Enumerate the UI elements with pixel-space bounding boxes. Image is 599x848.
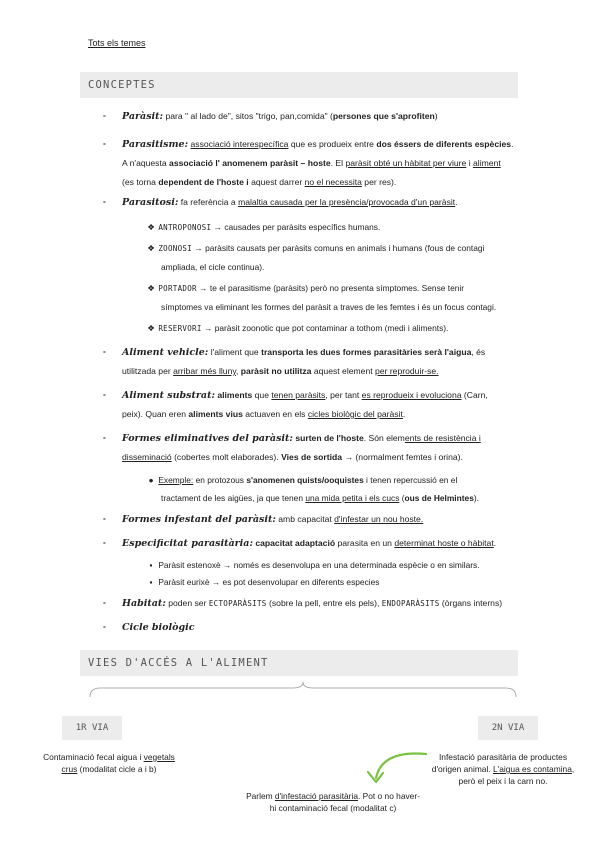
sub-exemple: ● Exemple: en protozous s'anomenen quists/ooquistes i tenen repercussió en el — [146, 474, 457, 487]
sub-estenoxe: ▪ Paràsit estenoxè → només es desenvolupa en una determinada espècie o en similars. — [146, 559, 480, 572]
concept-parasitisme-line2: A n'aquesta associació l' anomenem paràsit – hoste. El paràsit obté un hàbitat per viure i aliment — [122, 158, 501, 168]
brace-connector — [88, 680, 518, 698]
dash-bullet: - — [103, 513, 106, 523]
concept-parasit: Paràsit: para " al lado de", sitos "trigo, pan,comida" (persones que s'aprofiten) — [122, 111, 438, 122]
via-2-box: 2N VIA — [478, 716, 538, 740]
dash-bullet: - — [103, 597, 106, 607]
concept-habitat: Habitat: poden ser ECTOPARÀSITS (sobre la pell, entre els pels), ENDOPARÀSITS (òrgans interns) — [122, 598, 503, 609]
concept-parasitisme-line3: (es torna dependent de l'hoste i aquest darrer no el necessita per res). — [122, 177, 397, 187]
section-conceptes: CONCEPTES — [80, 72, 518, 98]
sub-eurixe: ▪ Paràsit eurixè → es pot desenvolupar en diferents especies — [146, 576, 379, 589]
square-bullet-icon: ▪ — [149, 560, 153, 570]
sub-portador-line2: símptomes va eliminant les formes del paràsit a traves de les femtes i és un focus contagi. — [161, 302, 497, 312]
concept-cicle: Cicle biològic — [122, 622, 195, 633]
dash-bullet: - — [103, 537, 106, 547]
dash-bullet: - — [103, 110, 106, 120]
diamond-bullet-icon: ❖ — [147, 283, 155, 293]
concept-parasitisme: Parasitisme: associació interespecífica que es produeix entre dos éssers de diferents espècies. — [122, 139, 514, 150]
sub-zoonosi-line2: ampliada, el cicle continua). — [161, 262, 265, 272]
curved-arrow-icon — [360, 748, 430, 788]
sub-zoonosi: ❖ ZOONOSI → paràsits causats per paràsits comuns en animals i humans (fous de contagi — [147, 243, 485, 253]
concept-parasitosi: Parasitosi: fa referència a malaltia causada per la presència/provocada d'un paràsit. — [122, 197, 458, 208]
dash-bullet: - — [103, 621, 106, 631]
dash-bullet: - — [103, 196, 106, 206]
concept-formes-eliminatives-line2: disseminació (cobertes molt elaborades). Vies de sortida → (normalment femtes i orina). — [122, 452, 463, 462]
sub-portador: ❖ PORTADOR → te el parasitisme (paràsits) però no presenta símptomes. Sense tenir — [147, 283, 465, 293]
dot-bullet-icon: ● — [148, 475, 154, 485]
diamond-bullet-icon: ❖ — [147, 222, 155, 232]
infestation-note: Parlem d'infestació parasitària. Pot o no haver- hi contaminació fecal (modalitat c) — [246, 791, 420, 813]
via-1-box: 1R VIA — [62, 716, 122, 740]
via-1-description: Contaminació fecal aigua i vegetals crus (modalitat cicle a i b) — [43, 752, 175, 774]
concept-especificitat: Especificitat parasitària: capacitat adaptació parasita en un determinat hoste o hàbitat. — [122, 538, 497, 549]
dash-bullet: - — [103, 138, 106, 148]
concept-aliment-vehicle-line2: utilitzada per arribar més lluny, paràsit no utilitza aquest element per reproduir-se. — [122, 366, 439, 376]
via-2-description: Infestació parasitària de productes d'origen animal. L'aigua es contamina, però el peix i la carn no. — [431, 752, 575, 786]
concept-aliment-vehicle: Aliment vehicle: l'aliment que transporta les dues formes parasitàries serà l'aigua, és — [122, 347, 486, 358]
diamond-bullet-icon: ❖ — [147, 243, 155, 253]
concept-formes-eliminatives: Formes eliminatives del paràsit: surten de l'hoste. Són elements de resistència i — [122, 433, 481, 444]
sub-antroponosi: ❖ ANTROPONOSI → causades per paràsits específics humans. — [147, 222, 381, 232]
all-topics-link[interactable]: Tots els temes — [88, 38, 146, 48]
square-bullet-icon: ▪ — [149, 577, 153, 587]
dash-bullet: - — [103, 346, 106, 356]
concept-aliment-substrat-line2: peix). Quan eren aliments vius actuaven en els cicles biològic del paràsit. — [122, 409, 406, 419]
sub-exemple-line2: tractament de les aigües, ja que tenen una mida petita i els cucs (ous de Helmintes). — [161, 493, 479, 503]
diamond-bullet-icon: ❖ — [147, 323, 155, 333]
section-vies-acces: VIES D'ACCÉS A L'ALIMENT — [80, 650, 518, 676]
dash-bullet: - — [103, 432, 106, 442]
concept-formes-infestant: Formes infestant del paràsit: amb capacitat d'infestar un nou hoste. — [122, 514, 424, 525]
concept-aliment-substrat: Aliment substrat: aliments que tenen paràsits, per tant es reprodueix i evoluciona (Carn, — [122, 390, 488, 401]
dash-bullet: - — [103, 389, 106, 399]
sub-reservori: ❖ RESERVORI → paràsit zoonotic que pot contaminar a tothom (medi i aliments). — [147, 323, 449, 333]
